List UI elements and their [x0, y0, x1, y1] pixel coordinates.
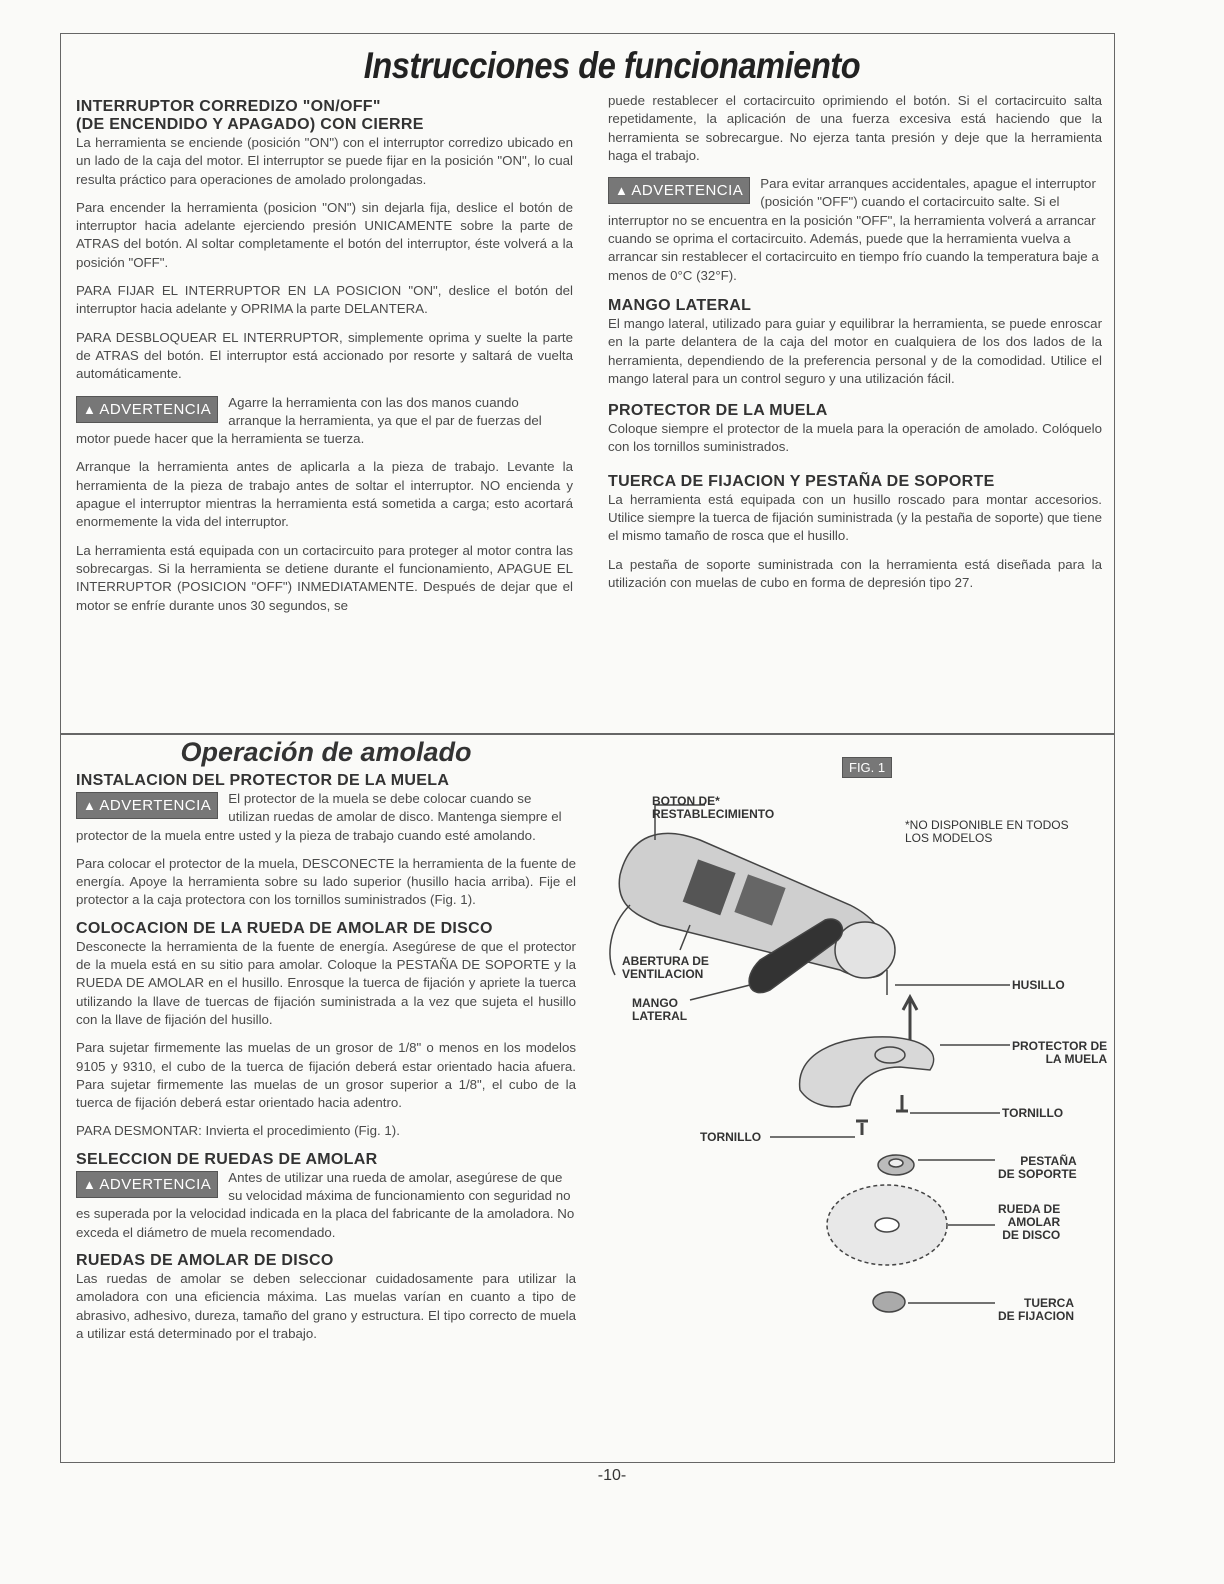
side-handle-paragraph: El mango lateral, utilizado para guiar y equilibrar la herramienta, se puede enroscar en la parte delantera de la caja del motor en cualquiera de los dos lados de la herramienta, dependiendo de la preferencia personal y de la comodidad. Utilice el mango lateral para un control seguro y una utilización fácil. [608, 315, 1102, 386]
label-vent-opening: ABERTURA DE VENTILACION [622, 954, 709, 981]
warning-text: El protector de la muela se debe colocar cuando se utilizan ruedas de amolar de disco. Mantenga siempre el protector de la muela entre usted y la pieza de trabajo cuando esté amolando. [76, 791, 562, 843]
wheel-mount-paragraph-1: Desconecte la herramienta de la fuente de energía. Asegúrese de que el protector de la muela está en su sitio para amolar. Coloque la PESTAÑA DE SOPORTE y la RUEDA DE AMOLAR en el husillo. Enrosque la tuerca de fijación y apriete la tuerca utilizando la llave de tuercas de fijación suministrada a la vez que sujeta el husillo con la llave de fijación del husillo. [76, 938, 576, 1027]
figure-badge: FIG. 1 [842, 757, 892, 778]
guard-heading: PROTECTOR DE LA MUELA [608, 402, 828, 420]
switch-heading-line1: INTERRUPTOR CORREDIZO "ON/OFF" [76, 98, 381, 115]
label-not-available: *NO DISPONIBLE EN TODOS LOS MODELOS [905, 818, 1069, 845]
warning-triangle-icon: ▲ [83, 401, 97, 417]
page-number: -10- [597, 1467, 627, 1484]
top-left-column [76, 98, 573, 625]
lock-nut-paragraph-2: La pestaña de soporte suministrada con la herramienta está diseñada para la utilización con muelas de cubo en forma de depresión tipo 27. [608, 556, 1102, 590]
warning-block-restart [608, 175, 1102, 285]
label-backing-flange: PESTAÑA DE SOPORTE [998, 1154, 1077, 1181]
warning-triangle-icon: ▲ [615, 183, 629, 199]
lock-nut-paragraph-1: La herramienta está equipada con un husillo roscado para montar accesorios. Utilice siempre la tuerca de fijación suministrada (y la pestaña de soporte) que tiene el mismo tamaño de rosca que el husillo. [608, 491, 1102, 544]
bottom-left-column [76, 737, 576, 1353]
label-spindle: HUSILLO [1012, 978, 1065, 992]
side-handle-heading: MANGO LATERAL [608, 296, 752, 314]
breaker-paragraph: puede restablecer el cortacircuito oprimiendo el botón. Si el cortacircuito salta repetidamente, la aplicación de una fuerza excesiva está haciendo que la herramienta se sobrecargue. No ejerza tanta presión y deje que la herramienta haga el trabajo. [608, 93, 1102, 163]
disc-wheels-paragraph: Las ruedas de amolar se deben seleccionar cuidadosamente para utilizar la amoladora con una eficiencia máxima. Las muelas varían en cuanto a tipo de abrasivo, adhesivo, dureza, tamaño del grano y estructura. El tipo correcto de muela a utilizar está determinado por el trabajo. [76, 1270, 576, 1341]
switch-paragraph-5: Arranque la herramienta antes de aplicarla a la pieza de trabajo. Levante la herramienta de la pieza de trabajo antes de soltar el interruptor. NO encienda y apague el interruptor mientras la herramienta está sometida a carga; esto acortará enormemente la vida del interruptor. [76, 459, 573, 530]
disc-wheels-heading: RUEDAS DE AMOLAR DE DISCO [76, 1251, 334, 1269]
figure-1-exploded-grinder [600, 755, 1108, 1345]
section-title-grinding: Operación de amolado [180, 737, 472, 767]
warning-triangle-icon: ▲ [83, 798, 97, 813]
warning-text: Agarre la herramienta con las dos manos cuando arranque la herramienta, ya que el par de fuerzas del motor puede hacer que la herramienta se tuerza. [76, 394, 542, 447]
wheel-selection-heading: SELECCION DE RUEDAS DE AMOLAR [76, 1150, 378, 1168]
switch-paragraph-6: La herramienta está equipada con un cortacircuito para proteger al motor contra las sobrecargas. Si la herramienta se detiene durante el funcionamiento, APAGUE EL INTERRUPTOR (POSICION "OFF") INMEDIATAMENTE. Después de dejar que el motor se enfríe durante unos 30 segundos, se [76, 542, 573, 613]
warning-badge: ▲ ADVERTENCIA [76, 396, 218, 423]
label-wheel-guard: PROTECTOR DE LA MUELA [1012, 1039, 1108, 1066]
wheel-mount-paragraph-3: PARA DESMONTAR: Invierta el procedimiento (Fig. 1). [76, 1123, 400, 1139]
top-right-column [608, 92, 1102, 602]
warning-block-speed [76, 1169, 576, 1242]
label-screw-left: TORNILLO [700, 1130, 762, 1144]
label-screw-right: TORNILLO [1002, 1106, 1064, 1120]
page-title: Instrucciones de funcionamiento [363, 45, 861, 86]
lock-nut-heading: TUERCA DE FIJACION Y PESTAÑA DE SOPORTE [608, 472, 995, 490]
warning-text: Para evitar arranques accidentales, apague el interruptor (posición "OFF") cuando el cortacircuito salte. Si el interruptor no se encuentra en la posición "OFF", la herramienta volverá a arrancar cuando se oprima el cortacircuito. Además, puede que la herramienta vuelva a arrancar sin restablecer el cortacircuito en tiempo frío cuando la temperatura baje a menos de 0°C (32°F). [608, 176, 1099, 283]
warning-block-guard [76, 790, 576, 845]
switch-paragraph-4: PARA DESBLOQUEAR EL INTERRUPTOR, simplemente oprima y suelte la parte de ATRAS del botón. El interruptor está accionado por resorte y saltará de vuelta automáticamente. [76, 329, 573, 382]
warning-triangle-icon: ▲ [83, 1176, 97, 1192]
label-lock-nut: TUERCA DE FIJACION [998, 1296, 1075, 1323]
label-reset-button: BOTON DE* RESTABLECIMIENTO [652, 794, 775, 821]
wheel-mount-heading: COLOCACION DE LA RUEDA DE AMOLAR DE DISCO [76, 919, 493, 937]
guard-install-heading: INSTALACION DEL PROTECTOR DE LA MUELA [76, 772, 450, 789]
switch-paragraph-3: PARA FIJAR EL INTERRUPTOR EN LA POSICION "ON", deslice el botón del interruptor hacia adelante y OPRIMA la parte DELANTERA. [76, 283, 573, 317]
switch-paragraph-1: La herramienta se enciende (posición "ON") con el interruptor corredizo ubicado en un lado de la caja del motor. El interruptor se puede fijar en la posición "ON", lo cual resulta práctico para operaciones de amolado prolongadas. [76, 135, 573, 187]
warning-badge: ▲ ADVERTENCIA [76, 1171, 218, 1198]
switch-paragraph-2: Para encender la herramienta (posicion "ON") sin dejarla fija, deslice el botón de interruptor hacia adelante ejerciendo presión UNICAMENTE sobre la parte de ATRAS del botón. Al soltar completamente el botón del interruptor, éste volverá a la posición "OFF". [76, 199, 573, 270]
warning-block-torque [76, 394, 573, 449]
wheel-mount-paragraph-2: Para sujetar firmemente las muelas de un grosor de 1/8" o menos en los modelos 9105 y 9310, el cubo de la tuerca de fijación deberá estar orientado hacia afuera. Para sujetar firmemente las muelas de un grosor superior a 1/8", el cubo de la tuerca de fijación deberá estar orientado hacia adentro. [76, 1040, 576, 1111]
label-grinding-disc: RUEDA DE AMOLAR DE DISCO [998, 1202, 1061, 1242]
warning-badge: ▲ ADVERTENCIA [608, 177, 750, 204]
warning-badge: ▲ ADVERTENCIA [76, 792, 218, 819]
warning-text: Antes de utilizar una rueda de amolar, asegúrese de que su velocidad máxima de funcionamiento con seguridad no es superada por la velocidad indicada en la placa del fabricante de la amoladora. No exceda el diámetro de muela recomendado. [76, 1169, 575, 1240]
label-side-handle: MANGO LATERAL [632, 996, 688, 1023]
guard-install-paragraph: Para colocar el protector de la muela, DESCONECTE la herramienta de la fuente de energía. Apoye la herramienta sobre su lado superior (husillo hacia arriba). Fije el protector a la caja protectora con los tornillos suministrados (Fig. 1). [76, 855, 576, 908]
switch-heading-line2: (DE ENCENDIDO Y APAGADO) CON CIERRE [76, 116, 424, 133]
guard-paragraph: Coloque siempre el protector de la muela para la operación de amolado. Colóquelo con los tornillos suministrados. [608, 421, 1102, 455]
